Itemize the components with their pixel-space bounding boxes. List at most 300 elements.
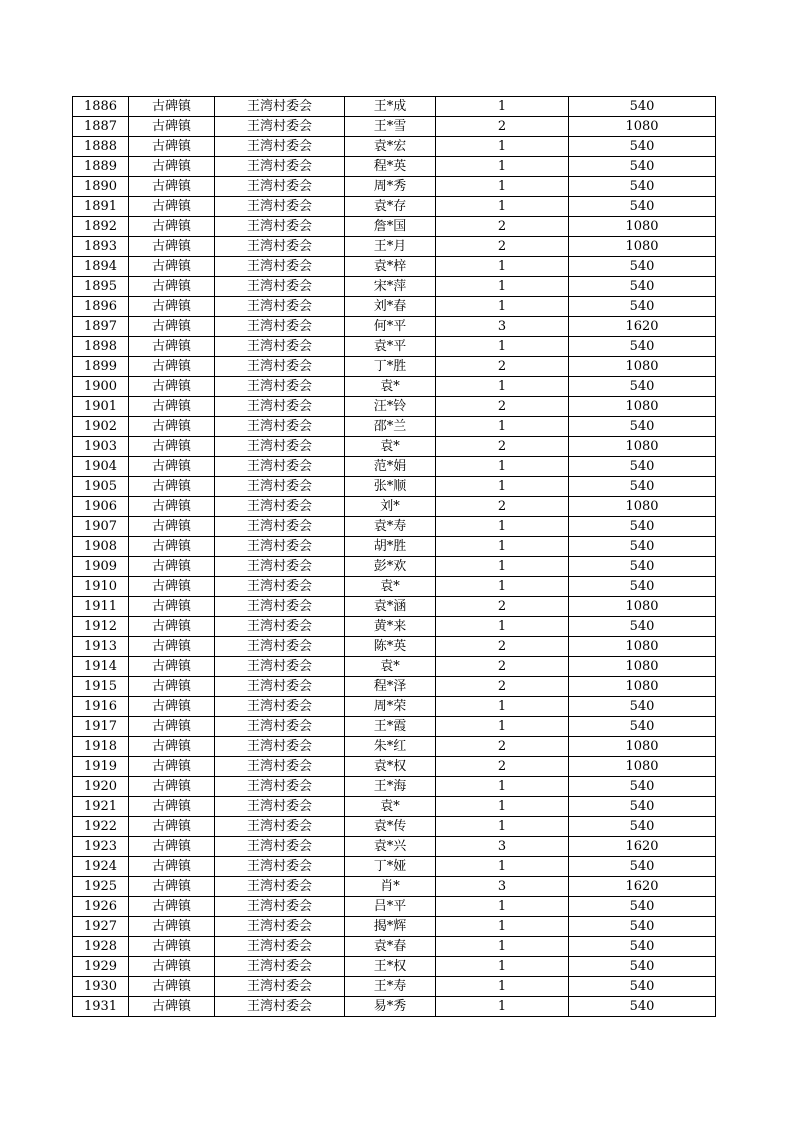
amount-cell: 540 — [569, 537, 716, 557]
village-committee-cell: 王湾村委会 — [215, 557, 345, 577]
name-cell: 朱*红 — [345, 737, 436, 757]
count-cell: 1 — [436, 377, 569, 397]
table-row — [73, 137, 716, 157]
village-committee-cell: 王湾村委会 — [215, 537, 345, 557]
count-cell: 1 — [436, 617, 569, 637]
amount-cell: 1080 — [569, 757, 716, 777]
amount-cell: 540 — [569, 937, 716, 957]
town-cell: 古碑镇 — [129, 597, 215, 617]
amount-cell: 1080 — [569, 357, 716, 377]
village-committee-cell: 王湾村委会 — [215, 397, 345, 417]
village-committee-cell: 王湾村委会 — [215, 357, 345, 377]
town-cell: 古碑镇 — [129, 417, 215, 437]
town-cell: 古碑镇 — [129, 377, 215, 397]
serial-number-cell: 1927 — [73, 917, 129, 937]
count-cell: 1 — [436, 557, 569, 577]
village-committee-cell: 王湾村委会 — [215, 257, 345, 277]
serial-number-cell: 1916 — [73, 697, 129, 717]
name-cell: 刘*春 — [345, 297, 436, 317]
village-committee-cell: 王湾村委会 — [215, 177, 345, 197]
count-cell: 1 — [436, 477, 569, 497]
amount-cell: 1080 — [569, 117, 716, 137]
amount-cell: 540 — [569, 157, 716, 177]
village-committee-cell: 王湾村委会 — [215, 597, 345, 617]
amount-cell: 1620 — [569, 837, 716, 857]
serial-number-cell: 1904 — [73, 457, 129, 477]
amount-cell: 540 — [569, 377, 716, 397]
name-cell: 袁*涵 — [345, 597, 436, 617]
village-committee-cell: 王湾村委会 — [215, 97, 345, 117]
amount-cell: 1080 — [569, 677, 716, 697]
town-cell: 古碑镇 — [129, 317, 215, 337]
village-committee-cell: 王湾村委会 — [215, 637, 345, 657]
town-cell: 古碑镇 — [129, 997, 215, 1017]
name-cell: 袁* — [345, 437, 436, 457]
table-row — [73, 437, 716, 457]
count-cell: 1 — [436, 177, 569, 197]
amount-cell: 540 — [569, 297, 716, 317]
amount-cell: 540 — [569, 477, 716, 497]
name-cell: 丁*胜 — [345, 357, 436, 377]
amount-cell: 540 — [569, 857, 716, 877]
serial-number-cell: 1910 — [73, 577, 129, 597]
count-cell: 1 — [436, 137, 569, 157]
amount-cell: 540 — [569, 697, 716, 717]
count-cell: 1 — [436, 577, 569, 597]
town-cell: 古碑镇 — [129, 717, 215, 737]
town-cell: 古碑镇 — [129, 537, 215, 557]
table-row — [73, 857, 716, 877]
count-cell: 1 — [436, 277, 569, 297]
amount-cell: 540 — [569, 917, 716, 937]
village-committee-cell: 王湾村委会 — [215, 897, 345, 917]
serial-number-cell: 1893 — [73, 237, 129, 257]
village-committee-cell: 王湾村委会 — [215, 717, 345, 737]
town-cell: 古碑镇 — [129, 797, 215, 817]
table-row — [73, 257, 716, 277]
town-cell: 古碑镇 — [129, 957, 215, 977]
count-cell: 1 — [436, 897, 569, 917]
name-cell: 周*荣 — [345, 697, 436, 717]
table-row — [73, 757, 716, 777]
name-cell: 袁*传 — [345, 817, 436, 837]
town-cell: 古碑镇 — [129, 737, 215, 757]
town-cell: 古碑镇 — [129, 777, 215, 797]
village-committee-cell: 王湾村委会 — [215, 277, 345, 297]
serial-number-cell: 1909 — [73, 557, 129, 577]
name-cell: 丁*娅 — [345, 857, 436, 877]
table-row — [73, 117, 716, 137]
name-cell: 袁* — [345, 657, 436, 677]
amount-cell: 1080 — [569, 657, 716, 677]
village-committee-cell: 王湾村委会 — [215, 857, 345, 877]
serial-number-cell: 1888 — [73, 137, 129, 157]
count-cell: 1 — [436, 457, 569, 477]
serial-number-cell: 1906 — [73, 497, 129, 517]
name-cell: 何*平 — [345, 317, 436, 337]
count-cell: 1 — [436, 517, 569, 537]
table-row — [73, 957, 716, 977]
table-row — [73, 577, 716, 597]
town-cell: 古碑镇 — [129, 837, 215, 857]
name-cell: 袁* — [345, 797, 436, 817]
amount-cell: 540 — [569, 617, 716, 637]
count-cell: 1 — [436, 997, 569, 1017]
count-cell: 3 — [436, 877, 569, 897]
count-cell: 1 — [436, 417, 569, 437]
town-cell: 古碑镇 — [129, 657, 215, 677]
amount-cell: 540 — [569, 417, 716, 437]
table-row — [73, 297, 716, 317]
village-committee-cell: 王湾村委会 — [215, 337, 345, 357]
table-row — [73, 357, 716, 377]
name-cell: 詹*国 — [345, 217, 436, 237]
table-row — [73, 637, 716, 657]
village-committee-cell: 王湾村委会 — [215, 657, 345, 677]
count-cell: 3 — [436, 317, 569, 337]
town-cell: 古碑镇 — [129, 917, 215, 937]
table-row — [73, 557, 716, 577]
count-cell: 2 — [436, 437, 569, 457]
table-row — [73, 497, 716, 517]
table-row — [73, 377, 716, 397]
amount-cell: 1080 — [569, 397, 716, 417]
name-cell: 邵*兰 — [345, 417, 436, 437]
town-cell: 古碑镇 — [129, 217, 215, 237]
town-cell: 古碑镇 — [129, 237, 215, 257]
name-cell: 肖* — [345, 877, 436, 897]
town-cell: 古碑镇 — [129, 857, 215, 877]
town-cell: 古碑镇 — [129, 157, 215, 177]
table-row — [73, 777, 716, 797]
town-cell: 古碑镇 — [129, 457, 215, 477]
table-row — [73, 797, 716, 817]
serial-number-cell: 1891 — [73, 197, 129, 217]
town-cell: 古碑镇 — [129, 277, 215, 297]
table-row — [73, 337, 716, 357]
village-committee-cell: 王湾村委会 — [215, 417, 345, 437]
count-cell: 2 — [436, 497, 569, 517]
amount-cell: 1080 — [569, 217, 716, 237]
serial-number-cell: 1918 — [73, 737, 129, 757]
serial-number-cell: 1905 — [73, 477, 129, 497]
village-committee-cell: 王湾村委会 — [215, 497, 345, 517]
village-committee-cell: 王湾村委会 — [215, 117, 345, 137]
name-cell: 张*顺 — [345, 477, 436, 497]
name-cell: 王*权 — [345, 957, 436, 977]
village-committee-cell: 王湾村委会 — [215, 197, 345, 217]
village-committee-cell: 王湾村委会 — [215, 437, 345, 457]
name-cell: 陈*英 — [345, 637, 436, 657]
serial-number-cell: 1928 — [73, 937, 129, 957]
table-row — [73, 177, 716, 197]
serial-number-cell: 1887 — [73, 117, 129, 137]
serial-number-cell: 1900 — [73, 377, 129, 397]
town-cell: 古碑镇 — [129, 697, 215, 717]
name-cell: 袁*兴 — [345, 837, 436, 857]
subsidy-table — [72, 96, 716, 1017]
table-row — [73, 677, 716, 697]
name-cell: 刘* — [345, 497, 436, 517]
serial-number-cell: 1915 — [73, 677, 129, 697]
village-committee-cell: 王湾村委会 — [215, 477, 345, 497]
town-cell: 古碑镇 — [129, 557, 215, 577]
name-cell: 袁* — [345, 577, 436, 597]
town-cell: 古碑镇 — [129, 137, 215, 157]
table-row — [73, 517, 716, 537]
village-committee-cell: 王湾村委会 — [215, 937, 345, 957]
amount-cell: 1080 — [569, 637, 716, 657]
village-committee-cell: 王湾村委会 — [215, 217, 345, 237]
name-cell: 王*月 — [345, 237, 436, 257]
table-row — [73, 537, 716, 557]
count-cell: 2 — [436, 637, 569, 657]
count-cell: 1 — [436, 977, 569, 997]
town-cell: 古碑镇 — [129, 937, 215, 957]
amount-cell: 540 — [569, 717, 716, 737]
town-cell: 古碑镇 — [129, 877, 215, 897]
table-row — [73, 617, 716, 637]
table-row — [73, 717, 716, 737]
count-cell: 1 — [436, 957, 569, 977]
amount-cell: 540 — [569, 957, 716, 977]
town-cell: 古碑镇 — [129, 817, 215, 837]
count-cell: 1 — [436, 697, 569, 717]
table-row — [73, 837, 716, 857]
town-cell: 古碑镇 — [129, 677, 215, 697]
count-cell: 2 — [436, 737, 569, 757]
count-cell: 1 — [436, 777, 569, 797]
serial-number-cell: 1903 — [73, 437, 129, 457]
serial-number-cell: 1913 — [73, 637, 129, 657]
serial-number-cell: 1930 — [73, 977, 129, 997]
amount-cell: 540 — [569, 797, 716, 817]
table-row — [73, 217, 716, 237]
name-cell: 袁*春 — [345, 937, 436, 957]
amount-cell: 1080 — [569, 737, 716, 757]
serial-number-cell: 1914 — [73, 657, 129, 677]
amount-cell: 1620 — [569, 877, 716, 897]
name-cell: 王*成 — [345, 97, 436, 117]
amount-cell: 1080 — [569, 237, 716, 257]
name-cell: 易*秀 — [345, 997, 436, 1017]
village-committee-cell: 王湾村委会 — [215, 817, 345, 837]
town-cell: 古碑镇 — [129, 357, 215, 377]
count-cell: 1 — [436, 97, 569, 117]
village-committee-cell: 王湾村委会 — [215, 377, 345, 397]
name-cell: 袁*梓 — [345, 257, 436, 277]
serial-number-cell: 1902 — [73, 417, 129, 437]
count-cell: 2 — [436, 237, 569, 257]
serial-number-cell: 1924 — [73, 857, 129, 877]
name-cell: 程*泽 — [345, 677, 436, 697]
count-cell: 1 — [436, 797, 569, 817]
serial-number-cell: 1931 — [73, 997, 129, 1017]
serial-number-cell: 1911 — [73, 597, 129, 617]
serial-number-cell: 1889 — [73, 157, 129, 177]
village-committee-cell: 王湾村委会 — [215, 157, 345, 177]
table-row — [73, 737, 716, 757]
town-cell: 古碑镇 — [129, 897, 215, 917]
serial-number-cell: 1908 — [73, 537, 129, 557]
town-cell: 古碑镇 — [129, 637, 215, 657]
name-cell: 袁* — [345, 377, 436, 397]
amount-cell: 540 — [569, 517, 716, 537]
town-cell: 古碑镇 — [129, 517, 215, 537]
village-committee-cell: 王湾村委会 — [215, 837, 345, 857]
town-cell: 古碑镇 — [129, 977, 215, 997]
serial-number-cell: 1886 — [73, 97, 129, 117]
count-cell: 1 — [436, 817, 569, 837]
amount-cell: 540 — [569, 97, 716, 117]
name-cell: 王*雪 — [345, 117, 436, 137]
table-row — [73, 457, 716, 477]
count-cell: 1 — [436, 917, 569, 937]
name-cell: 袁*平 — [345, 337, 436, 357]
name-cell: 范*娟 — [345, 457, 436, 477]
amount-cell: 540 — [569, 817, 716, 837]
serial-number-cell: 1929 — [73, 957, 129, 977]
table-row — [73, 237, 716, 257]
name-cell: 宋*萍 — [345, 277, 436, 297]
table-row — [73, 897, 716, 917]
village-committee-cell: 王湾村委会 — [215, 997, 345, 1017]
serial-number-cell: 1920 — [73, 777, 129, 797]
count-cell: 1 — [436, 257, 569, 277]
document-page — [72, 96, 715, 1017]
serial-number-cell: 1897 — [73, 317, 129, 337]
count-cell: 2 — [436, 757, 569, 777]
amount-cell: 540 — [569, 277, 716, 297]
serial-number-cell: 1898 — [73, 337, 129, 357]
village-committee-cell: 王湾村委会 — [215, 137, 345, 157]
town-cell: 古碑镇 — [129, 397, 215, 417]
serial-number-cell: 1919 — [73, 757, 129, 777]
count-cell: 2 — [436, 597, 569, 617]
name-cell: 彭*欢 — [345, 557, 436, 577]
village-committee-cell: 王湾村委会 — [215, 777, 345, 797]
amount-cell: 540 — [569, 177, 716, 197]
amount-cell: 1620 — [569, 317, 716, 337]
name-cell: 袁*寿 — [345, 517, 436, 537]
town-cell: 古碑镇 — [129, 117, 215, 137]
amount-cell: 540 — [569, 557, 716, 577]
village-committee-cell: 王湾村委会 — [215, 977, 345, 997]
name-cell: 王*海 — [345, 777, 436, 797]
table-row — [73, 97, 716, 117]
table-row — [73, 397, 716, 417]
count-cell: 2 — [436, 397, 569, 417]
town-cell: 古碑镇 — [129, 477, 215, 497]
amount-cell: 540 — [569, 137, 716, 157]
village-committee-cell: 王湾村委会 — [215, 677, 345, 697]
village-committee-cell: 王湾村委会 — [215, 877, 345, 897]
table-row — [73, 477, 716, 497]
count-cell: 1 — [436, 717, 569, 737]
count-cell: 1 — [436, 197, 569, 217]
village-committee-cell: 王湾村委会 — [215, 517, 345, 537]
name-cell: 袁*权 — [345, 757, 436, 777]
name-cell: 吕*平 — [345, 897, 436, 917]
amount-cell: 540 — [569, 897, 716, 917]
amount-cell: 540 — [569, 777, 716, 797]
village-committee-cell: 王湾村委会 — [215, 457, 345, 477]
table-row — [73, 277, 716, 297]
village-committee-cell: 王湾村委会 — [215, 297, 345, 317]
name-cell: 王*霞 — [345, 717, 436, 737]
town-cell: 古碑镇 — [129, 177, 215, 197]
table-row — [73, 917, 716, 937]
count-cell: 2 — [436, 357, 569, 377]
count-cell: 1 — [436, 857, 569, 877]
village-committee-cell: 王湾村委会 — [215, 617, 345, 637]
amount-cell: 540 — [569, 977, 716, 997]
town-cell: 古碑镇 — [129, 297, 215, 317]
serial-number-cell: 1890 — [73, 177, 129, 197]
name-cell: 袁*存 — [345, 197, 436, 217]
count-cell: 1 — [436, 337, 569, 357]
serial-number-cell: 1917 — [73, 717, 129, 737]
village-committee-cell: 王湾村委会 — [215, 317, 345, 337]
count-cell: 1 — [436, 157, 569, 177]
town-cell: 古碑镇 — [129, 437, 215, 457]
count-cell: 1 — [436, 297, 569, 317]
town-cell: 古碑镇 — [129, 577, 215, 597]
village-committee-cell: 王湾村委会 — [215, 737, 345, 757]
village-committee-cell: 王湾村委会 — [215, 577, 345, 597]
table-row — [73, 157, 716, 177]
name-cell: 王*寿 — [345, 977, 436, 997]
table-row — [73, 657, 716, 677]
serial-number-cell: 1925 — [73, 877, 129, 897]
table-row — [73, 997, 716, 1017]
table-row — [73, 877, 716, 897]
serial-number-cell: 1894 — [73, 257, 129, 277]
name-cell: 黄*来 — [345, 617, 436, 637]
town-cell: 古碑镇 — [129, 757, 215, 777]
town-cell: 古碑镇 — [129, 257, 215, 277]
name-cell: 周*秀 — [345, 177, 436, 197]
village-committee-cell: 王湾村委会 — [215, 797, 345, 817]
count-cell: 2 — [436, 217, 569, 237]
count-cell: 1 — [436, 537, 569, 557]
count-cell: 1 — [436, 937, 569, 957]
count-cell: 2 — [436, 117, 569, 137]
name-cell: 程*英 — [345, 157, 436, 177]
table-row — [73, 937, 716, 957]
serial-number-cell: 1899 — [73, 357, 129, 377]
serial-number-cell: 1926 — [73, 897, 129, 917]
town-cell: 古碑镇 — [129, 97, 215, 117]
count-cell: 2 — [436, 657, 569, 677]
serial-number-cell: 1901 — [73, 397, 129, 417]
village-committee-cell: 王湾村委会 — [215, 237, 345, 257]
table-row — [73, 817, 716, 837]
amount-cell: 1080 — [569, 497, 716, 517]
table-row — [73, 697, 716, 717]
table-body — [73, 97, 716, 1017]
table-row — [73, 977, 716, 997]
amount-cell: 540 — [569, 257, 716, 277]
serial-number-cell: 1923 — [73, 837, 129, 857]
village-committee-cell: 王湾村委会 — [215, 757, 345, 777]
serial-number-cell: 1895 — [73, 277, 129, 297]
serial-number-cell: 1896 — [73, 297, 129, 317]
town-cell: 古碑镇 — [129, 197, 215, 217]
table-row — [73, 317, 716, 337]
name-cell: 袁*宏 — [345, 137, 436, 157]
amount-cell: 540 — [569, 337, 716, 357]
